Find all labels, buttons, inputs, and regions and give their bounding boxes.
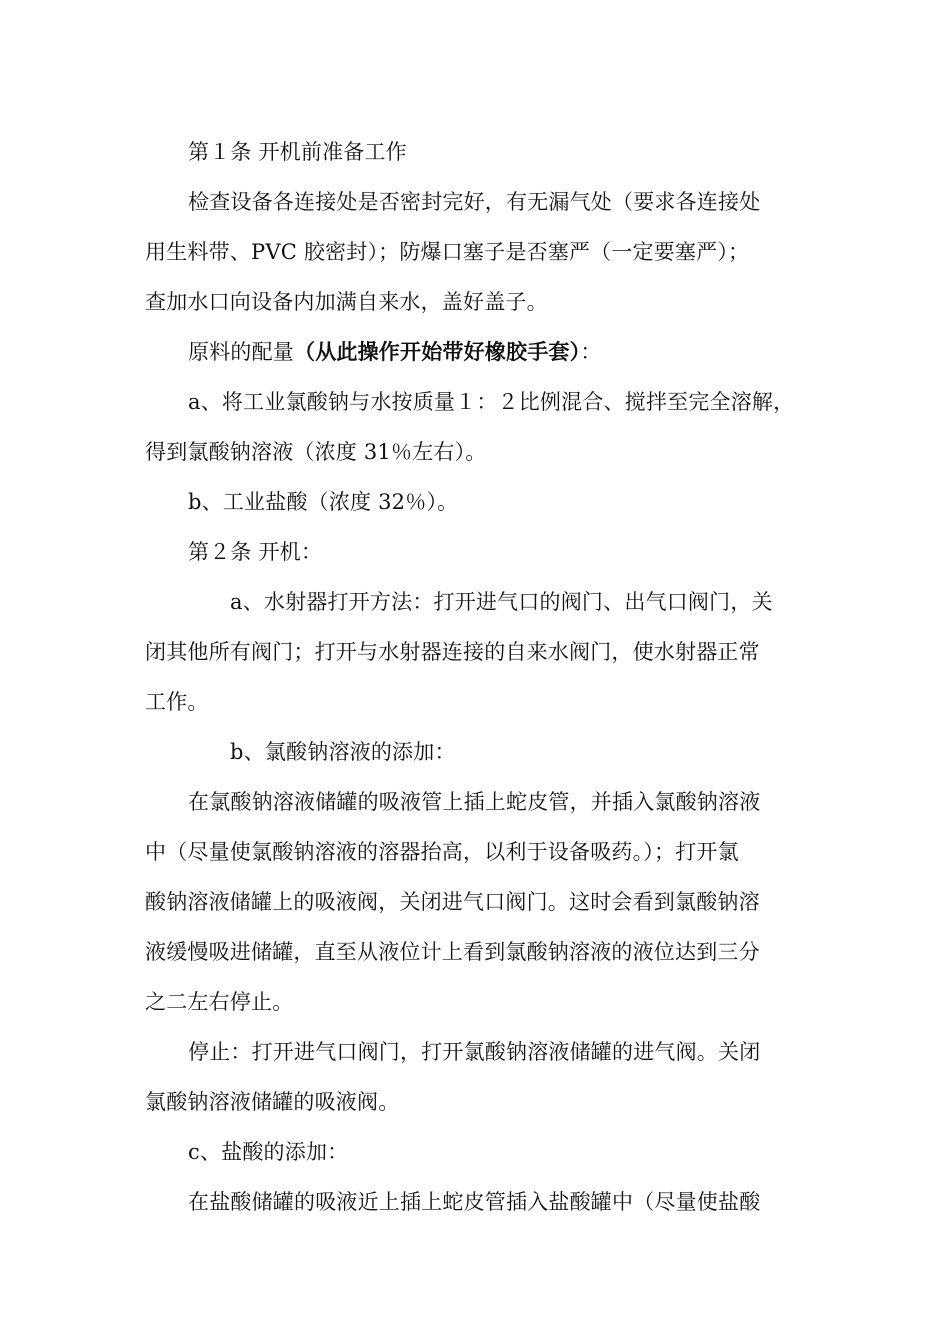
paragraph-line: b、氯酸钠溶液的添加： [230,740,456,764]
glove-warning: （从此操作开始带好橡胶手套） [294,339,581,364]
paragraph-line: 酸钠溶液储罐上的吸液阀，关闭进气口阀门。这时会看到氯酸钠溶 [145,890,760,914]
paragraph-line [188,337,858,367]
paragraph-line: b、工业盐酸（浓度 32％）。 [188,490,459,514]
paragraph-line: a、将工业氯酸钠与水按质量１：２比例混合、搅拌至完全溶解， [188,390,795,414]
section-heading-1: 第１条 开机前准备工作 [188,140,407,164]
paragraph-line: c、盐酸的添加： [188,1140,349,1164]
paragraph-line: 在盐酸储罐的吸液近上插上蛇皮管插入盐酸罐中（尽量使盐酸 [188,1190,761,1214]
paragraph-line: 液缓慢吸进储罐，直至从液位计上看到氯酸钠溶液的液位达到三分 [145,940,760,964]
paragraph-line: a、水射器打开方法：打开进气口的阀门、出气口阀门，关 [230,590,773,614]
paragraph-line: 在氯酸钠溶液储罐的吸液管上插上蛇皮管，并插入氯酸钠溶液 [188,790,761,814]
paragraph-line: 氯酸钠溶液储罐的吸液阀。 [145,1090,400,1114]
paragraph-line: 得到氯酸钠溶液（浓度 31％左右）。 [145,440,487,464]
material-ratio-label: 原料的配量 [188,340,294,364]
paragraph-line: 工作。 [145,690,209,714]
paragraph-line: 用生料带、PVC 胶密封）；防爆口塞子是否塞严（一定要塞严）； [145,240,750,264]
section-heading-2: 第２条 开机： [188,540,323,564]
paragraph-line: 之二左右停止。 [145,990,294,1014]
paragraph-line: 停止：打开进气口阀门，打开氯酸钠溶液储罐的进气阀。关闭 [188,1040,761,1064]
paragraph-line: 闭其他所有阀门；打开与水射器连接的自来水阀门，使水射器正常 [145,640,760,664]
paragraph-line: 中（尽量使氯酸钠溶液的溶器抬高，以利于设备吸药。）；打开氯 [145,840,739,864]
colon: ： [580,340,602,364]
paragraph-line: 查加水口向设备内加满自来水，盖好盖子。 [145,290,548,314]
paragraph-line: 检查设备各连接处是否密封完好，有无漏气处（要求各连接处 [188,190,761,214]
